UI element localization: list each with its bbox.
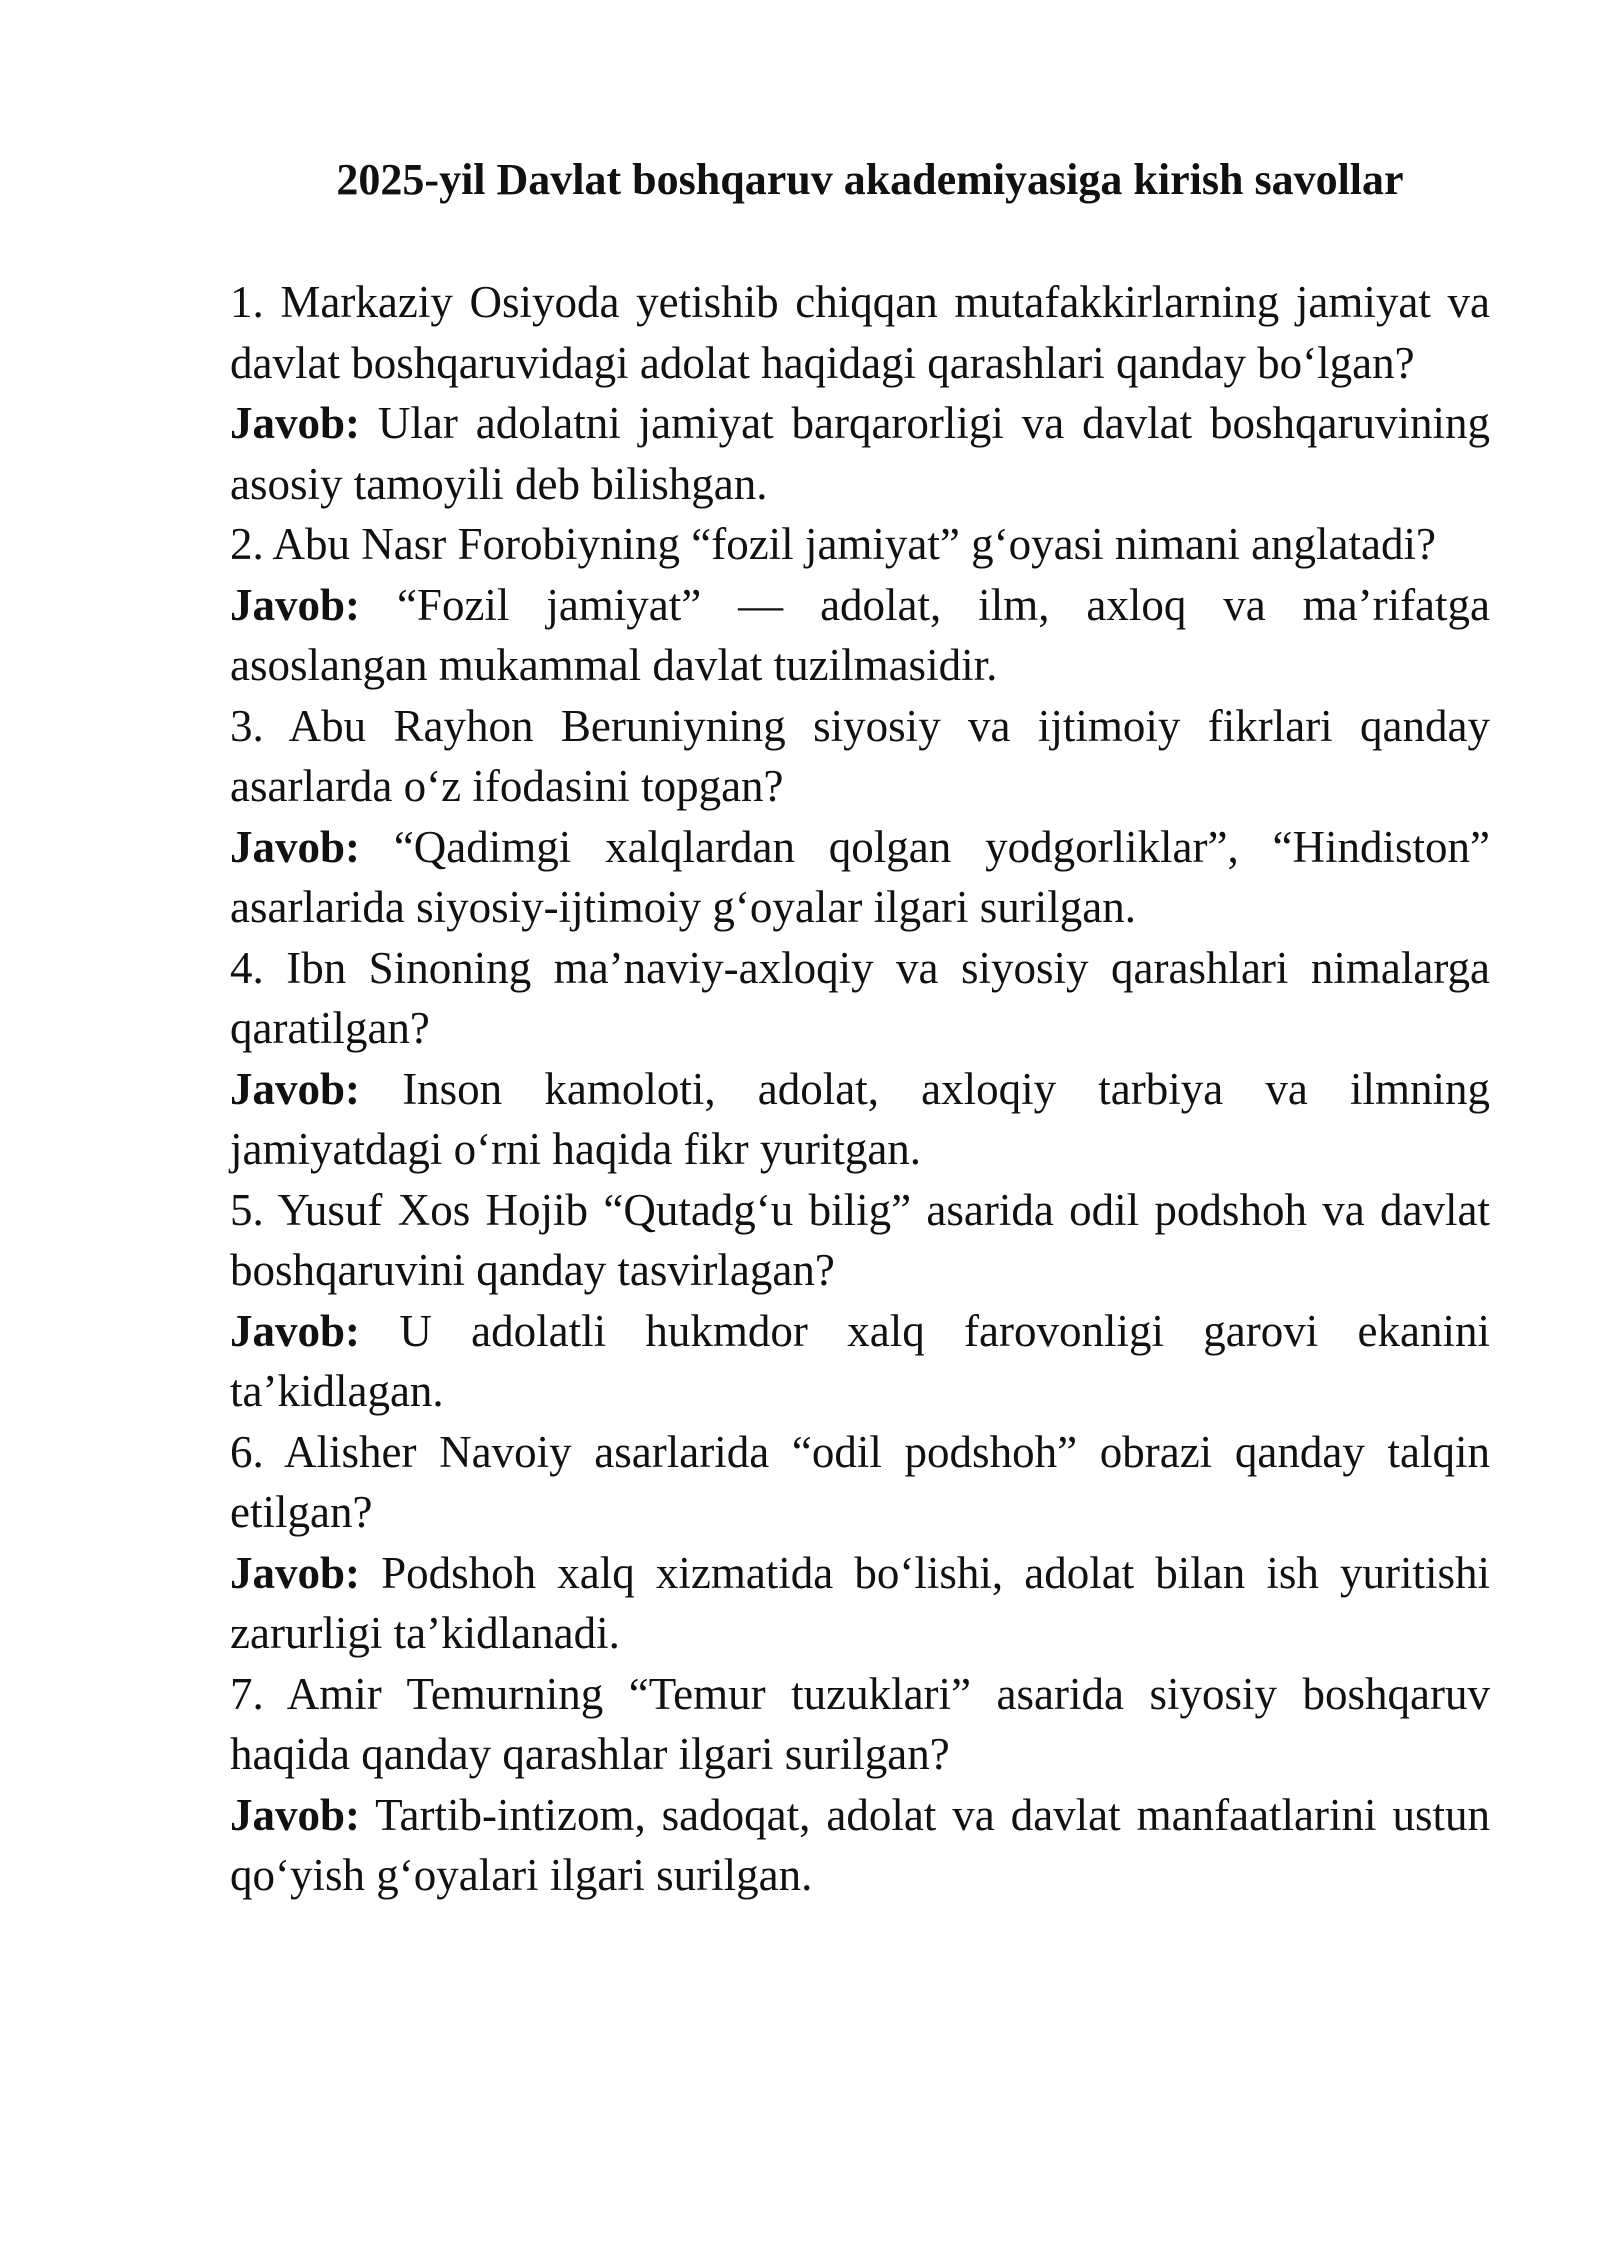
answer-label: Javob: <box>230 1063 361 1114</box>
answer-label: Javob: <box>230 1789 361 1840</box>
question-text: 3. Abu Rayhon Beruniyning siyosiy va ijtimoiy fikrlari qanday asarlarda o‘z ifodasini topgan? <box>230 700 1490 811</box>
answer-label: Javob: <box>230 1305 361 1356</box>
page-title: 2025-yil Davlat boshqaruv akademiyasiga kirish savollar <box>336 155 1404 204</box>
answer-text <box>230 1301 1490 1422</box>
answer-text <box>230 575 1490 696</box>
answer-text <box>230 1059 1490 1180</box>
answer-body: Ular adolatni jamiyat barqarorligi va davlat boshqaruvining asosiy tamoyili deb bilishgan. <box>230 398 1490 509</box>
answer-text <box>230 393 1490 514</box>
document-page <box>230 150 1490 1906</box>
answer-body: “Fozil jamiyat” — adolat, ilm, axloq va ma’rifatga asoslangan mukammal davlat tuzilmasidir. <box>230 579 1491 690</box>
answer-body: Inson kamoloti, adolat, axloqiy tarbiya va ilmning jamiyatdagi o‘rni haqida fikr yuritgan. <box>230 1063 1490 1174</box>
answer-label: Javob: <box>230 579 361 630</box>
answer-label: Javob: <box>230 1547 361 1598</box>
answer-body: U adolatli hukmdor xalq farovonligi garovi ekanini ta’kidlagan. <box>230 1305 1491 1416</box>
answer-body: Tartib-intizom, sadoqat, adolat va davlat manfaatlarini ustun qo‘yish g‘oyalari ilgari surilgan. <box>230 1789 1490 1900</box>
question-text: 5. Yusuf Xos Hojib “Qutadg‘u bilig” asarida odil podshoh va davlat boshqaruvini qanday tasvirlagan? <box>230 1184 1490 1295</box>
question-text: 4. Ibn Sinoning ma’naviy-axloqiy va siyosiy qarashlari nimalarga qaratilgan? <box>230 942 1490 1053</box>
answer-text <box>230 1785 1490 1906</box>
answer-text <box>230 817 1490 938</box>
question-text: 2. Abu Nasr Forobiyning “fozil jamiyat” g‘oyasi nimani anglatadi? <box>230 519 1436 569</box>
answer-text <box>230 1543 1490 1664</box>
answer-label: Javob: <box>230 821 361 872</box>
answer-body: “Qadimgi xalqlardan qolgan yodgorliklar”, “Hindiston” asarlarida siyosiy-ijtimoiy g‘oyalar ilgari surilgan. <box>230 821 1491 932</box>
question-text: 1. Markaziy Osiyoda yetishib chiqqan mutafakkirlarning jamiyat va davlat boshqaruvidagi adolat haqidagi qarashlari qanday bo‘lgan? <box>230 277 1490 388</box>
qa-list <box>230 272 1490 1906</box>
question-text: 7. Amir Temurning “Temur tuzuklari” asarida siyosiy boshqaruv haqida qanday qarashlar ilgari surilgan? <box>230 1668 1490 1779</box>
answer-body: Podshoh xalq xizmatida bo‘lishi, adolat bilan ish yuritishi zarurligi ta’kidlanadi. <box>230 1547 1490 1658</box>
question-text: 6. Alisher Navoiy asarlarida “odil podshoh” obrazi qanday talqin etilgan? <box>230 1426 1490 1537</box>
answer-label: Javob: <box>230 398 361 448</box>
